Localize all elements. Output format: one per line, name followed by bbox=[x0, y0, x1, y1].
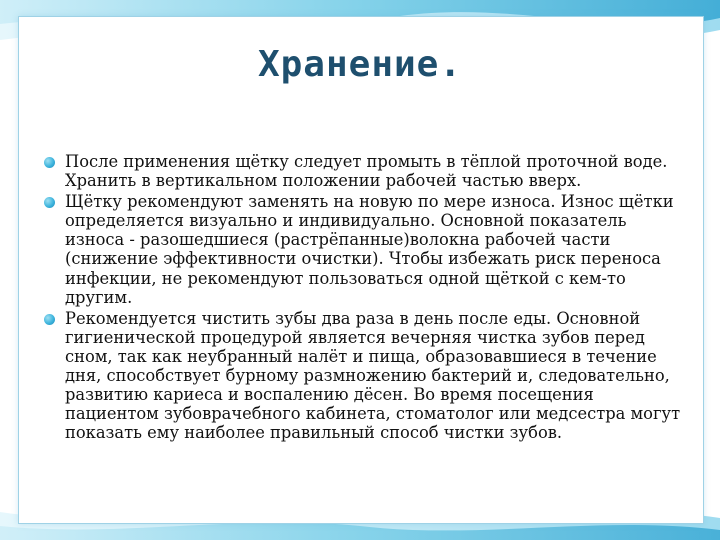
list-item bbox=[44, 192, 684, 307]
list-item bbox=[44, 309, 684, 443]
circle-bullet-icon bbox=[44, 197, 55, 208]
circle-bullet-icon bbox=[44, 314, 55, 325]
circle-bullet-icon bbox=[44, 157, 55, 168]
bullet-text: После применения щётку следует промыть в тёплой проточной воде. Хранить в вертикальном положении рабочей частью вверх. bbox=[65, 152, 668, 191]
bullet-text: Щётку рекомендуют заменять на новую по мере износа. Износ щётки определяется визуально и индивидуально. Основной показатель износа - разошедшиеся (растрёпанные)волокна рабочей части (снижение эффективности очистки). Чтобы избежать риск переноса инфекции, не рекомендуют пользоваться одной щёткой с кем-то другим. bbox=[65, 192, 674, 307]
list-item bbox=[44, 152, 684, 190]
bullet-list bbox=[44, 152, 684, 444]
bullet-text: Рекомендуется чистить зубы два раза в день после еды. Основной гигиенической процедурой является вечерняя чистка зубов перед сном, так как неубранный налёт и пища, образовавшиеся в течение дня, способствует бурному размножению бактерий и, следовательно, развитию кариеса и воспалению дёсен. Во время посещения пациентом зубоврачебного кабинета, стоматолог или медсестра могут показать ему наиболее правильный способ чистки зубов. bbox=[65, 308, 681, 443]
slide-title: Хранение. bbox=[257, 44, 463, 85]
